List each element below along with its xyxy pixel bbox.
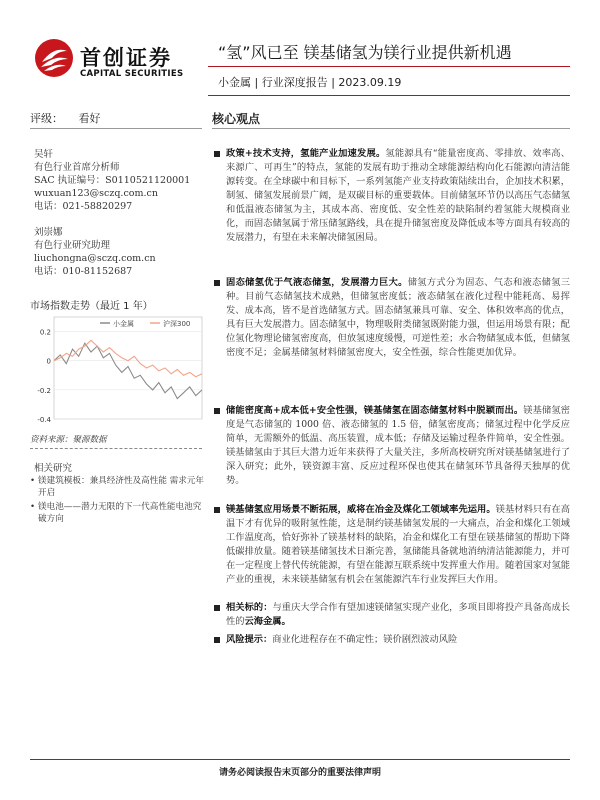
related-research-item[interactable]	[30, 502, 206, 525]
core-point-text: 氢能源具有“能量密度高、零排放、效率高、来源广、可再生”的特点，氢能的发展有助于推动全球能源结构向化石能源向清洁能源转变。在全球碳中和目标下，一系列氢能产业支持政策陆续出台，企加技术积累，制氢、储氢发展前景广阔，是双碳目标的重要载体。目前储氢环节仍以高压气态储氢和低温液态储氢为主，其成本高、密度低、安全性差的缺陷制约着氢能大规模商业化，而固态储氢属于常压储氢路线，具在提升储氢密度及降低成本等方面具有较高的发展潜力，有望在未来解决储氢困局。	[226, 148, 570, 243]
chart-frame	[54, 317, 202, 419]
bullet-icon	[214, 605, 220, 611]
core-point	[226, 147, 570, 245]
analyst-email[interactable]: liuchongna@sczq.com.cn	[34, 253, 156, 264]
legend-label: 沪深300	[163, 320, 191, 328]
report-type: 行业深度报告	[261, 76, 328, 89]
y-tick-label: 0	[46, 357, 51, 366]
report-meta: 小金属 | 行业深度报告 | 2023.09.19	[218, 76, 402, 89]
analyst-title: 有色行业研究助理	[34, 240, 111, 251]
analyst-phone: 电话：010-81152687	[34, 266, 133, 277]
analyst-phone: 电话：021-58820297	[34, 201, 133, 212]
core-point	[226, 633, 570, 647]
y-tick-label: -0.2	[37, 386, 51, 395]
core-point-text: 商业化进程存在不确定性；镁价剧烈波动风险	[272, 634, 458, 645]
analyst-name: 刘崇娜	[34, 227, 63, 238]
core-point	[226, 276, 570, 360]
rating-label: 评级：	[30, 112, 63, 125]
bullet-icon	[214, 151, 220, 157]
core-point	[226, 601, 570, 629]
rating-value: 看好	[78, 112, 101, 125]
analyst-name: 吴轩	[34, 149, 54, 160]
brand-logo	[34, 38, 204, 84]
sidebar-divider	[30, 128, 202, 129]
header-divider-bottom	[208, 95, 570, 96]
core-point-heading: 镁基储氢应用场景不断拓展，威将在冶金及煤化工领域率先运用。	[226, 504, 496, 515]
bullet-icon	[214, 280, 220, 286]
core-point-text: 镁基储氢密度是气态储氢的 1000 倍、液态储氢的 1.5 倍，储氢密度高；储氢过程中化学反应简单，无需额外的低温、高压装置，成本低；存储及运输过程条件简单，安全性强。镁基储氢由于其巨大潜力近年来获得了大量关注，多所高校研究所对镁基储氢进行了深入研究；此外，镁资源丰富、反应过程环保也使其在储氢环节具备得天独厚的优势。	[226, 405, 571, 486]
bullet-icon	[214, 408, 220, 414]
rating	[30, 110, 113, 126]
market-index-chart	[30, 311, 208, 426]
chart-title: 市场指数走势（最近 1 年）	[30, 301, 153, 312]
core-points-heading: 核心观点	[212, 112, 261, 126]
footer-divider	[30, 759, 570, 760]
core-point-heading: 固态储氢优于气液态储氢，发展潜力巨大。	[226, 277, 408, 288]
report-category: 小金属	[218, 76, 251, 89]
legend-label: 小金属	[113, 320, 134, 328]
series-line-1	[54, 340, 202, 376]
core-point-text: 镁基材料只有在高温下才有优异的吸附氢性能，这是制约镁基储氢发展的一大痛点，冶金和煤化工领域工作温度高，恰好弥补了镁基材料的缺陷，冶金和煤化工有望在镁基储氢的帮助下降低碳排放量。随着镁基储氢技术日渐完善，氢储能具备就地消纳清洁能源能力，并可在一定程度上替代传统能源，有望在能源互联系统中发挥重大作用。随着国家对氢能产业的重视，未来镁基储氢有机会在氢能源汽车行业发挥巨大作用。	[226, 504, 571, 585]
related-research-heading: 相关研究	[34, 463, 73, 474]
brand-name-cn: 首创证券	[80, 46, 172, 70]
brand-name-en: CAPITAL SECURITIES	[80, 69, 184, 79]
core-point-text: 储氢方式分为固态、气态和液态储氢三种。目前气态储氢技术成熟，但储氢密度低；液态储氢在液化过程中能耗高、易挥发、成本高，皆不是首选储氢方式。固态储氢兼具可靠、安全、体积效率高的优点，具有巨大发展潜力。固态储氢中，物理吸附类储氢既附能力强，但运用场景有限；配位氢化物理论储氢密度高，但放氢速度缓慢，可逆性差；水合物储氢成本低，但储氢密度不足；金属基储氢材料储氢密度大，安全性强，综合性能更加优异。	[226, 277, 571, 358]
core-point-heading: 风险提示：	[226, 634, 273, 645]
analyst-title: 有色行业首席分析师	[34, 162, 120, 173]
analyst-email[interactable]: wuxuan123@sczq.com.cn	[34, 188, 158, 199]
related-research-label: 镁建筑模板：兼具经济性及高性能 需求元年开启	[38, 476, 205, 498]
core-point-text: 与重庆大学合作有望加速镁储氢实现产业化，多项目即将投产具备高成长性的	[226, 602, 571, 627]
y-tick-label: -0.4	[37, 416, 51, 424]
core-point	[226, 503, 570, 587]
bullet-icon	[214, 507, 220, 513]
chart-source: 资料来源：聚源数据	[30, 435, 107, 445]
core-divider	[212, 128, 570, 129]
bullet-icon	[214, 637, 220, 643]
core-point	[226, 404, 570, 488]
report-date: 2023.09.19	[338, 76, 402, 89]
legal-notice[interactable]: 请务必阅读报告末页部分的重要法律声明	[218, 768, 381, 778]
bullet-icon: •	[30, 502, 36, 512]
core-point-heading: 储能密度高+成本低+安全性强，镁基储氢在固态储氢材料中脱颖而出。	[226, 405, 524, 416]
core-point-heading: 政策+技术支持，氢能产业加速发展。	[226, 148, 386, 159]
core-point-heading: 相关标的：	[226, 602, 273, 613]
core-point-company: 云海金属。	[244, 616, 291, 627]
header-divider	[208, 66, 570, 67]
y-tick-label: 0.2	[39, 328, 51, 337]
capital-securities-logo-icon	[34, 38, 74, 78]
report-title: “氢”风已至 镁基储氢为镁行业提供新机遇	[218, 43, 512, 62]
sidebar-dashed-divider	[30, 448, 202, 449]
related-research-item[interactable]	[30, 476, 206, 499]
analyst-license: SAC 执证编号：S0110521120001	[34, 175, 191, 186]
bullet-icon: •	[30, 476, 36, 486]
related-research-label: 镁电池——潜力无限的下一代高性能电池究破方向	[38, 502, 202, 524]
